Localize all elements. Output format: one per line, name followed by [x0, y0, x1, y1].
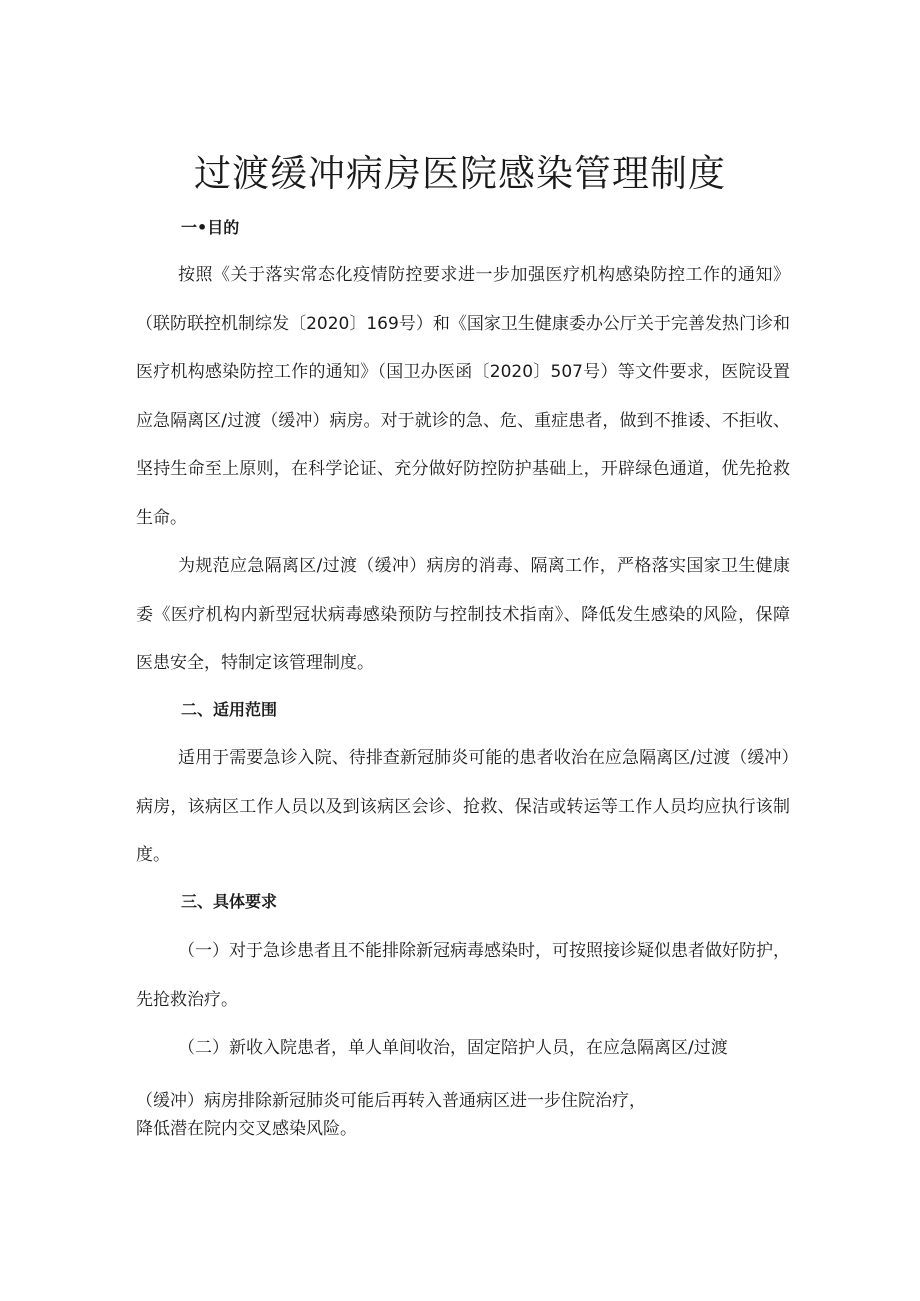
paragraph-requirement-1: （一）对于急诊患者且不能排除新冠病毒感染时，可按照接诊疑似患者做好防护，先抢救治疗。 — [136, 941, 790, 1010]
section-heading-purpose: 一•目的 — [181, 218, 240, 237]
paragraph-scope-1: 适用于需要急诊入院、待排查新冠肺炎可能的患者收治在应急隔离区/过渡（缓冲）病房，该病区工作人员以及到该病区会诊、抢救、保洁或转运等工作人员均应执行该制度。 — [136, 748, 790, 865]
paragraph-purpose-1: 按照《关于落实常态化疫情防控要求进一步加强医疗机构感染防控工作的通知》（联防联控机制综发〔2020〕169号）和《国家卫生健康委办公厅关于完善发热门诊和医疗机构感染防控工作的通知》（国卫办医函〔2020〕507号）等文件要求，医院设置应急隔离区/过渡（缓冲）病房。对于就诊的急、危、重症患者，做到不推诿、不拒收、坚持生命至上原则，在科学论证、充分做好防控防护基础上，开辟绿色通道，优先抢救生命。 — [136, 265, 790, 528]
paragraph-purpose-2: 为规范应急隔离区/过渡（缓冲）病房的消毒、隔离工作，严格落实国家卫生健康委《医疗机构内新型冠状病毒感染预防与控制技术指南》、降低发生感染的风险，保障医患安全，特制定该管理制度。 — [136, 556, 790, 673]
paragraph-requirement-2-line-2: （缓冲）病房排除新冠肺炎可能后再转入普通病区进一步住院治疗， — [136, 1091, 646, 1111]
section-heading-scope: 二、适用范围 — [181, 700, 278, 719]
document-title: 过渡缓冲病房医院感染管理制度 — [194, 152, 726, 195]
paragraph-requirement-2-line-3: 降低潜在院内交叉感染风险。 — [136, 1119, 357, 1139]
section-heading-requirements: 三、具体要求 — [181, 892, 278, 911]
paragraph-requirement-2: （二）新收入院患者，单人单间收治，固定陪护人员，在应急隔离区/过渡 — [178, 1038, 728, 1058]
